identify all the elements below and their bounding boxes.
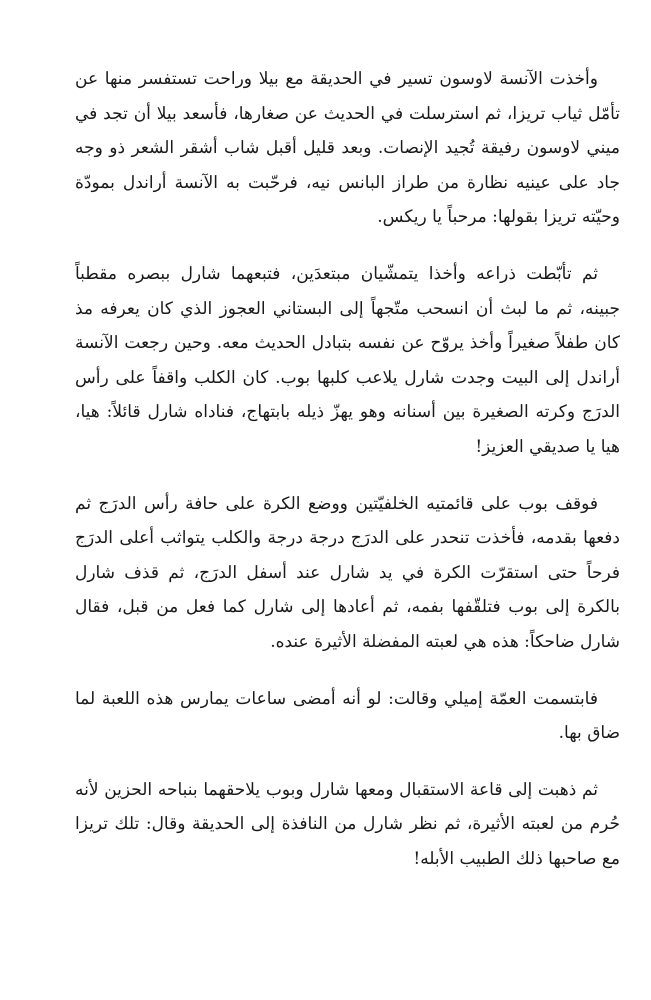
paragraph-2: ثم تأبّطت ذراعه وأخذا يتمشّيان مبتعدَين، فتبعهما شارل ببصره مقطباً جبينه، ثم ما لبث أن انسحب متّجهاً إلى البستاني العجوز الذي كان يعرفه مذ كان طفلاً صغيراً وأخذ يروّح عن نفسه بتبادل الحديث معه. وحين رجعت الآنسة أراندل إلى البيت وجدت شارل يلاعب كلبها بوب. كان الكلب واقفاً على رأس الدرَج وكرته الصغيرة بين أسنانه وهو يهزّ ذيله بابتهاج، فناداه شارل قائلاً: هيا، هيا يا صديقي العزيز! [75, 263, 620, 457]
document-page [75, 62, 620, 876]
paragraph-4: فابتسمت العمّة إميلي وقالت: لو أنه أمضى ساعات يمارس هذه اللعبة لما ضاق بها. [75, 688, 620, 744]
paragraph-5: ثم ذهبت إلى قاعة الاستقبال ومعها شارل وبوب يلاحقهما بنباحه الحزين لأنه حُرم من لعبته الأثيرة، ثم نظر شارل من النافذة إلى الحديقة وقال: تلك تريزا مع صاحبها ذلك الطبيب الأبله! [75, 779, 620, 869]
paragraph-1: وأخذت الآنسة لاوسون تسير في الحديقة مع بيلا وراحت تستفسر منها عن تأمّل ثياب تريزا، ثم استرسلت في الحديث عن صغارها، فأسعد بيلا أن تجد في ميني لاوسون رفيقة تُجيد الإنصات. وبعد قليل أقبل شاب أشقر الشعر ذو وجه جاد على عينيه نظارة من طراز البانس نيه، فرحّبت به الآنسة أراندل بمودّة وحيّته تريزا بقولها: مرحباً يا ريكس. [75, 69, 620, 228]
paragraph-3: فوقف بوب على قائمتيه الخلفيّتين ووضع الكرة على حافة رأس الدرَج ثم دفعها بقدمه، فأخذت تنحدر على الدرَج درجة درجة والكلب يتواثب أعلى الدرَج فرحاً حتى استقرّت الكرة في يد شارل عند أسفل الدرَج، ثم قذف شارل بالكرة إلى بوب فتلقّفها بفمه، ثم أعادها إلى شارل كما فعل من قبل، فقال شارل ضاحكاً: هذه هي لعبته المفضلة الأثيرة عنده. [75, 493, 620, 652]
